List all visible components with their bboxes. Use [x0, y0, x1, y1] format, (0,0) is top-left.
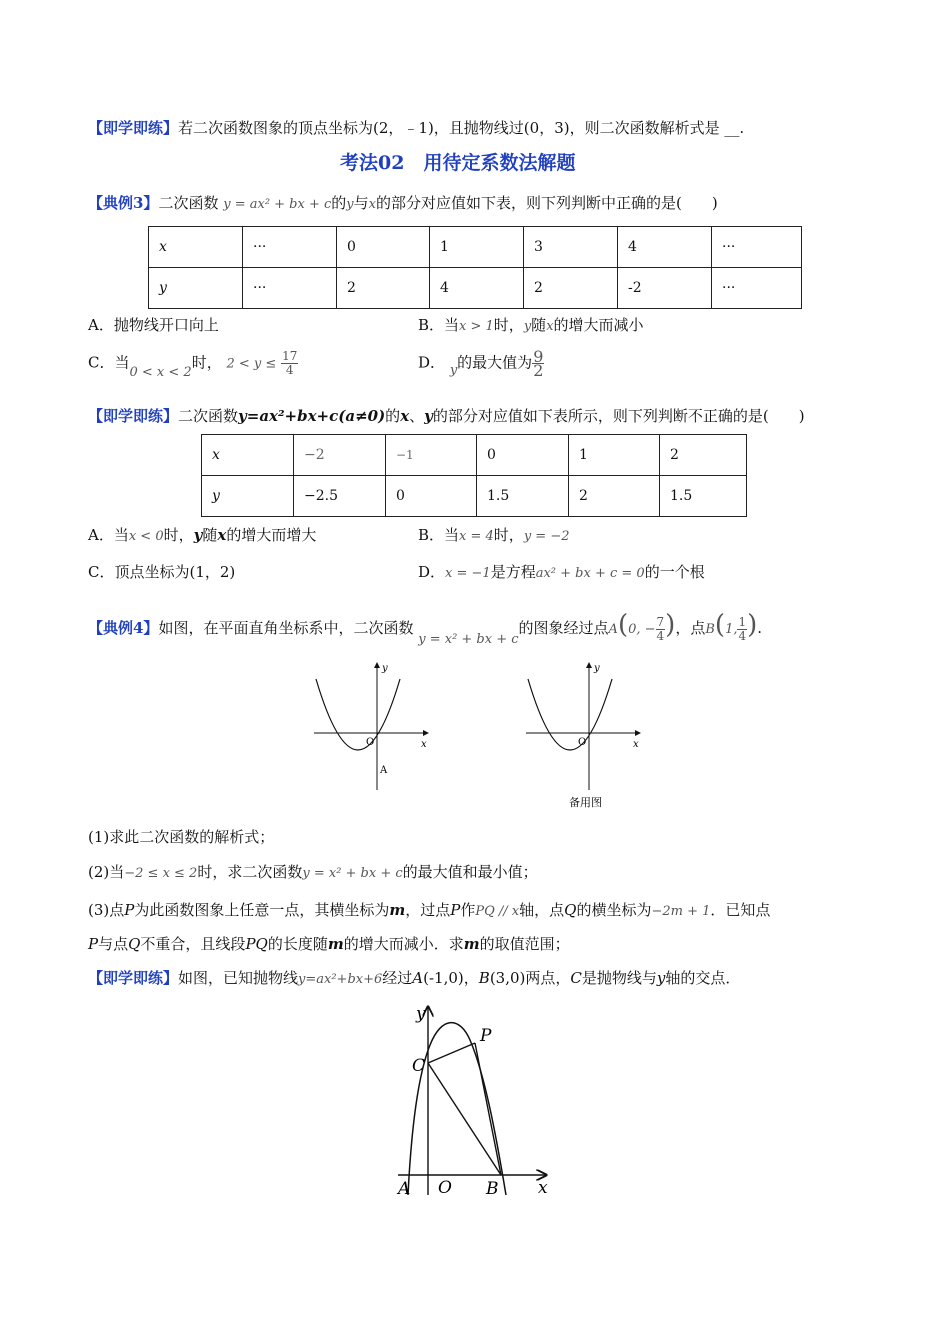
question-text: 的最大值和最小值； [402, 863, 538, 881]
var-m: m [463, 935, 480, 953]
question-text: 作 [460, 901, 476, 919]
var-x: x [368, 197, 377, 212]
stem-text: 经过 [382, 969, 413, 987]
point-label: B [705, 622, 715, 637]
stem-text: (-1,0)， [423, 969, 479, 987]
question-text: ，过点 [405, 901, 451, 919]
point-p-label: P [480, 1026, 492, 1046]
option-b [418, 314, 644, 335]
option-text: C．当 [88, 353, 130, 372]
question-text: 的长度随 [267, 935, 328, 953]
stem-text: 二次函数 [178, 407, 239, 425]
segment-cp [428, 1043, 475, 1063]
option-text: 的增大而减小 [553, 316, 644, 334]
table-cell: x [149, 227, 243, 268]
stem-text: 与 [353, 194, 369, 212]
parabola-curve [408, 1023, 506, 1195]
practice-1 [88, 117, 744, 138]
table-cell: -2 [618, 268, 712, 309]
table-row [202, 476, 747, 517]
var-p: P [450, 901, 461, 919]
stem-text: 的 [331, 194, 347, 212]
example-4-stem [88, 610, 763, 647]
question-text: (3)点 [88, 901, 125, 919]
formula: x = −1 [445, 566, 491, 581]
option-text: 随 [202, 526, 218, 544]
var-a: A [412, 969, 424, 987]
option-text: 的增大而增大 [226, 526, 317, 544]
practice-tag: 【即学即练】 [88, 969, 179, 987]
figure-parabola-1 [300, 655, 440, 795]
formula: −2 ≤ x ≤ 2 [124, 866, 198, 881]
practice-3-stem [88, 967, 740, 988]
paren-right: ) [665, 610, 676, 640]
table-cell: 2 [569, 476, 660, 517]
stem-text: 二次函数 [158, 194, 219, 212]
formula: 2 < y ≤ [226, 356, 277, 372]
option-a: A．抛物线开口向上 [88, 316, 219, 334]
point-b-label: B [486, 1179, 499, 1199]
y-axis-label: y [382, 663, 388, 674]
example-3-table [148, 226, 802, 309]
formula: x < 0 [128, 529, 164, 544]
origin-label: O [578, 737, 587, 748]
question-text: 的横坐标为 [576, 901, 652, 919]
x-axis-label: x [538, 1178, 548, 1198]
formula: ax² + bx + c = 0 [535, 566, 645, 581]
var-c: C [570, 969, 582, 987]
denominator: 4 [656, 628, 665, 643]
stem-text: 、 [409, 407, 425, 425]
question-3-line-1 [88, 899, 770, 920]
option-text: 是方程 [490, 563, 536, 581]
section-title: 考法02 用待定系数法解题 [340, 152, 576, 174]
table-cell: 2 [337, 268, 430, 309]
table-cell: 1 [430, 227, 524, 268]
formula: y = x² + bx + c [302, 866, 403, 881]
option-d [418, 347, 544, 380]
question-text: 不重合，且线段 [140, 935, 246, 953]
example-3-stem [88, 192, 718, 213]
stem-text: 的部分对应值如下表，则下列判断中正确的是( ) [376, 194, 718, 212]
point-a-label: A [380, 765, 388, 776]
question-text: 的增大而减小．求 [343, 935, 464, 953]
point-c-label: C [412, 1056, 426, 1076]
table-cell: ··· [712, 268, 802, 309]
figure-parabola-triangle [390, 995, 560, 1205]
coordinate: 0, − [628, 622, 656, 637]
denominator: 4 [738, 628, 747, 643]
option-text: D． [418, 353, 446, 372]
var-q: Q [564, 901, 577, 919]
var-b: B [478, 969, 490, 987]
example-tag: 【典例4】 [88, 619, 159, 637]
option-text: A．当 [88, 526, 129, 544]
formula: x > 1 [459, 319, 494, 334]
option-c: C．顶点坐标为(1，2) [88, 563, 236, 581]
table-cell: 0 [386, 476, 477, 517]
formula: PQ // x [475, 904, 520, 919]
stem-text: 轴的交点． [665, 969, 741, 987]
table-row [202, 435, 747, 476]
question-3-line-2 [88, 933, 570, 954]
option-text: 时， [493, 526, 524, 544]
question-text: 的取值范围； [479, 935, 570, 953]
table-cell: −2.5 [294, 476, 386, 517]
table-cell: 0 [337, 227, 430, 268]
paren-left: ( [714, 610, 726, 640]
var-y: y [346, 197, 354, 212]
var-y: y [424, 407, 433, 425]
table-cell: 1.5 [477, 476, 569, 517]
stem-text: 如图，在平面直角坐标系中，二次函数 [158, 619, 414, 637]
practice-2-table [201, 434, 747, 517]
fraction [281, 350, 298, 377]
table-cell: 1.5 [660, 476, 747, 517]
stem-text: 如图，已知抛物线 [178, 969, 299, 987]
fraction [532, 347, 544, 380]
table-cell: 1 [569, 435, 660, 476]
var-pq: PQ [245, 935, 268, 953]
figure-parabola-2 [512, 655, 652, 815]
table-cell: y [149, 268, 243, 309]
table-cell: 2 [524, 268, 618, 309]
example-tag: 【典例3】 [88, 194, 159, 212]
formula: y = ax² + bx + c [223, 197, 332, 212]
var-y: y [656, 969, 666, 987]
table-cell: y [202, 476, 294, 517]
var-p: P [88, 935, 99, 953]
coordinate: 1, [725, 622, 738, 637]
practice-2-stem [88, 405, 805, 426]
formula: y = x² + bx + c [418, 632, 519, 647]
question-text: 轴，点 [519, 901, 565, 919]
table-cell: 0 [477, 435, 569, 476]
parabola-curve [316, 679, 400, 750]
practice-1-text: 若二次函数图象的顶点坐标为(2，﹣1)，且抛物线过(0，3)，则二次函数解析式是 __. [178, 119, 745, 137]
stem-text: 的部分对应值如下表所示，则下列判断不正确的是( ) [432, 407, 805, 425]
x-axis-label: x [633, 739, 639, 750]
option-text: D． [418, 563, 446, 581]
option-text: 时， [493, 316, 524, 334]
fraction [737, 616, 747, 643]
question-text: 与点 [98, 935, 129, 953]
option-b [418, 524, 569, 545]
formula: x = 4 [459, 529, 494, 544]
table-cell: 3 [524, 227, 618, 268]
x-axis-label: x [421, 739, 427, 750]
table-cell: 2 [660, 435, 747, 476]
var-y: y [193, 526, 203, 544]
stem-text: 是抛物线与 [581, 969, 657, 987]
paren-right: ) [747, 610, 758, 640]
point-label: A [608, 622, 618, 637]
formula: y=ax²+bx+6 [298, 972, 383, 987]
var-y: y [449, 362, 458, 378]
paren-left: ( [617, 610, 629, 640]
var-y: y [523, 319, 532, 334]
option-text: 时， [163, 526, 194, 544]
question-2 [88, 861, 538, 882]
question-text: 为此函数图象上任意一点，其横坐标为 [134, 901, 390, 919]
origin-label: O [366, 737, 375, 748]
denominator: 4 [285, 363, 294, 377]
option-text: 时， [191, 353, 222, 372]
var-q: Q [128, 935, 141, 953]
table-cell: ··· [712, 227, 802, 268]
var-p: P [124, 901, 135, 919]
question-1: (1)求此二次函数的解析式； [88, 828, 275, 846]
question-text: ．已知点 [710, 901, 771, 919]
parabola-curve [528, 679, 612, 750]
figure-caption: 备用图 [569, 796, 602, 809]
question-text: (2)当 [88, 863, 125, 881]
denominator: 2 [533, 361, 544, 380]
table-cell: x [202, 435, 294, 476]
var-x: x [217, 526, 227, 544]
point-a-label: A [398, 1179, 411, 1199]
practice-tag: 【即学即练】 [88, 119, 179, 137]
practice-tag: 【即学即练】 [88, 407, 179, 425]
table-cell: ··· [243, 227, 337, 268]
y-axis-label: y [416, 1004, 426, 1024]
table-row [149, 227, 802, 268]
var-m: m [389, 901, 406, 919]
numerator: 7 [656, 614, 665, 629]
option-text: 随 [531, 316, 547, 334]
stem-text: (3,0)两点， [489, 969, 571, 987]
numerator: 17 [282, 349, 298, 363]
origin-label: O [438, 1178, 452, 1198]
question-text: 时，求二次函数 [197, 863, 303, 881]
table-cell: ··· [243, 268, 337, 309]
stem-text: 的图象经过点 [518, 619, 609, 637]
var-x: x [546, 319, 554, 334]
option-text: B．当 [418, 526, 460, 544]
table-cell: −1 [386, 435, 477, 476]
var-x: x [400, 407, 410, 425]
var-m: m [327, 935, 344, 953]
option-text: 的最大值为 [457, 353, 533, 372]
option-d [418, 561, 705, 582]
option-a [88, 524, 316, 545]
stem-text: ，点 [675, 619, 706, 637]
numerator: 9 [533, 347, 544, 366]
formula: 0 < x < 2 [129, 364, 192, 380]
table-row [149, 268, 802, 309]
fraction [656, 616, 666, 643]
y-axis-label: y [594, 663, 600, 674]
stem-text: . [757, 619, 763, 637]
formula: −2m + 1 [651, 904, 711, 919]
option-c [88, 349, 298, 380]
stem-text: 的 [385, 407, 401, 425]
table-cell: 4 [618, 227, 712, 268]
option-text: 的一个根 [644, 563, 705, 581]
formula: y=ax²+bx+c(a≠0) [238, 407, 386, 425]
table-cell: 4 [430, 268, 524, 309]
option-text: B．当 [418, 316, 460, 334]
formula: y = −2 [523, 529, 570, 544]
table-cell: −2 [294, 435, 386, 476]
numerator: 1 [738, 614, 747, 629]
